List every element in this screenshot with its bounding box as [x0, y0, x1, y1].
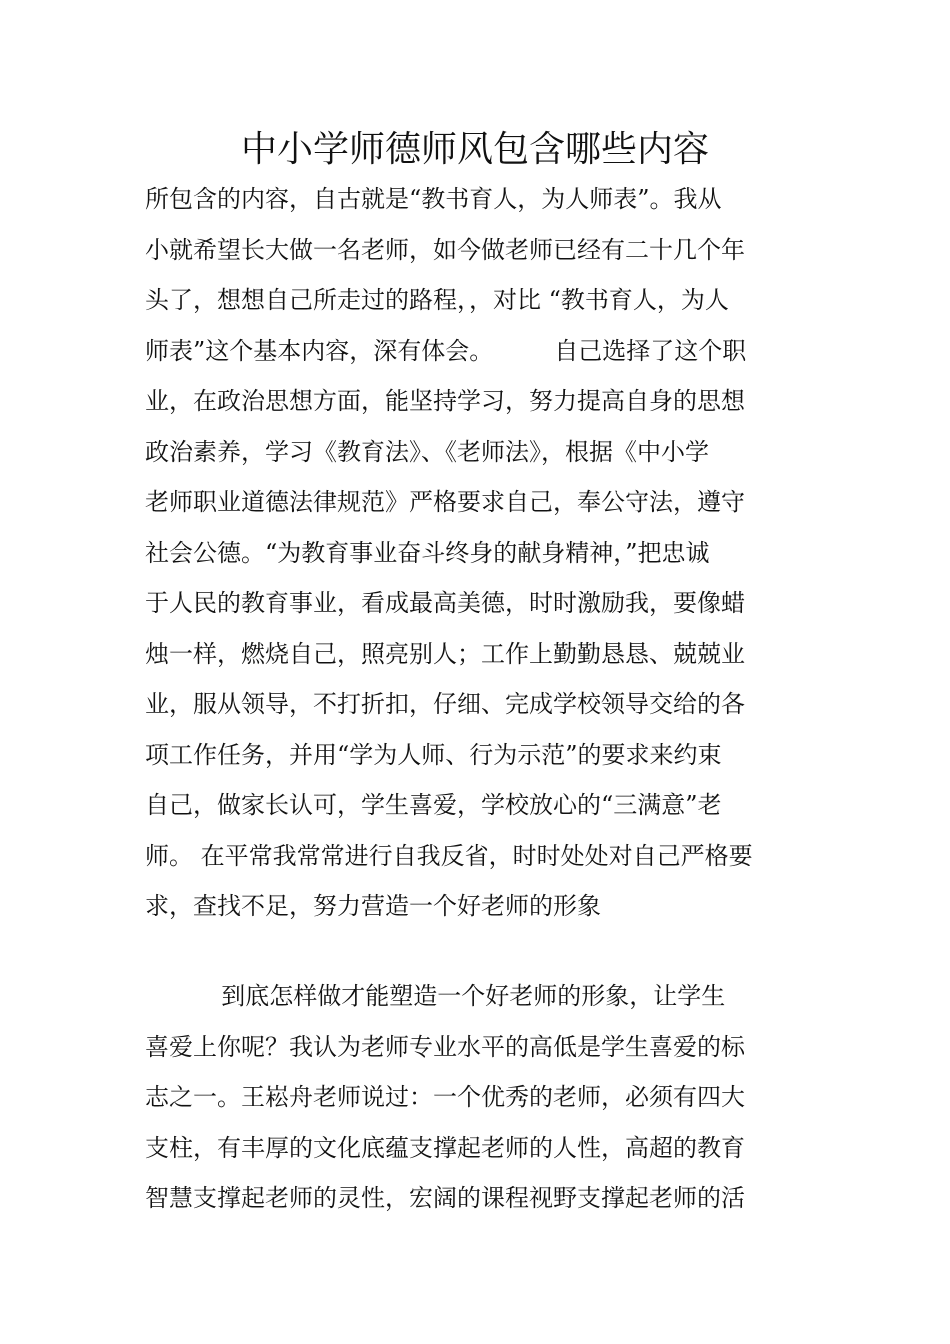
text-line: 于人民的教育事业，看成最高美德，时时激励我，要像蜡 — [145, 589, 745, 617]
text-line: 政治素养，学习《教育法》、《老师法》，根据《中小学 — [145, 437, 709, 466]
text-line: 求，查找不足，努力营造一个好老师的形象 — [145, 892, 601, 920]
paragraph-1 — [145, 174, 805, 932]
paragraph-2 — [145, 971, 805, 1224]
text-line: 老师职业道德法律规范》严格要求自己，奉公守法，遵守 — [145, 488, 745, 516]
text-line: 师。 在平常我常常进行自我反省，时时处处对自己严格要 — [145, 841, 753, 870]
text-line: 小就希望长大做一名老师，如今做老师已经有二十几个年 — [145, 235, 745, 264]
text-line: 业，在政治思想方面，能坚持学习，努力提高自身的思想 — [145, 387, 745, 415]
text-line: 到底怎样做才能塑造一个好老师的形象，让学生 — [145, 982, 726, 1010]
text-line: 志之一。王崧舟老师说过：一个优秀的老师，必须有四大 — [145, 1083, 745, 1111]
text-line: 智慧支撑起老师的灵性，宏阔的课程视野支撑起老师的活 — [145, 1184, 745, 1212]
text-line: 业，服从领导，不打折扣，仔细、完成学校领导交给的各 — [145, 690, 745, 718]
text-line: 喜爱上你呢？我认为老师专业水平的高低是学生喜爱的标 — [145, 1032, 745, 1061]
text-line: 支柱，有丰厚的文化底蕴支撑起老师的人性，高超的教育 — [145, 1133, 745, 1162]
text-line: 所包含的内容，自古就是“教书育人，为人师表”。我从 — [145, 185, 722, 213]
text-line: 师表”这个基本内容，深有体会。 自己选择了这个职 — [145, 336, 747, 365]
text-line: 社会公德。“为教育事业奋斗终身的献身精神，”把忠诚 — [145, 538, 710, 567]
text-line: 自己，做家长认可，学生喜爱，学校放心的“三满意”老 — [145, 791, 722, 819]
text-line: 烛一样，燃烧自己，照亮别人；工作上勤勤恳恳、兢兢业 — [145, 639, 745, 668]
document-title: 中小学师德师风包含哪些内容 — [240, 129, 709, 170]
text-line: 头了，想想自己所走过的路程，，对比 “教书育人，为人 — [145, 286, 729, 314]
text-line: 项工作任务，并用“学为人师、行为示范”的要求来约束 — [145, 740, 722, 769]
